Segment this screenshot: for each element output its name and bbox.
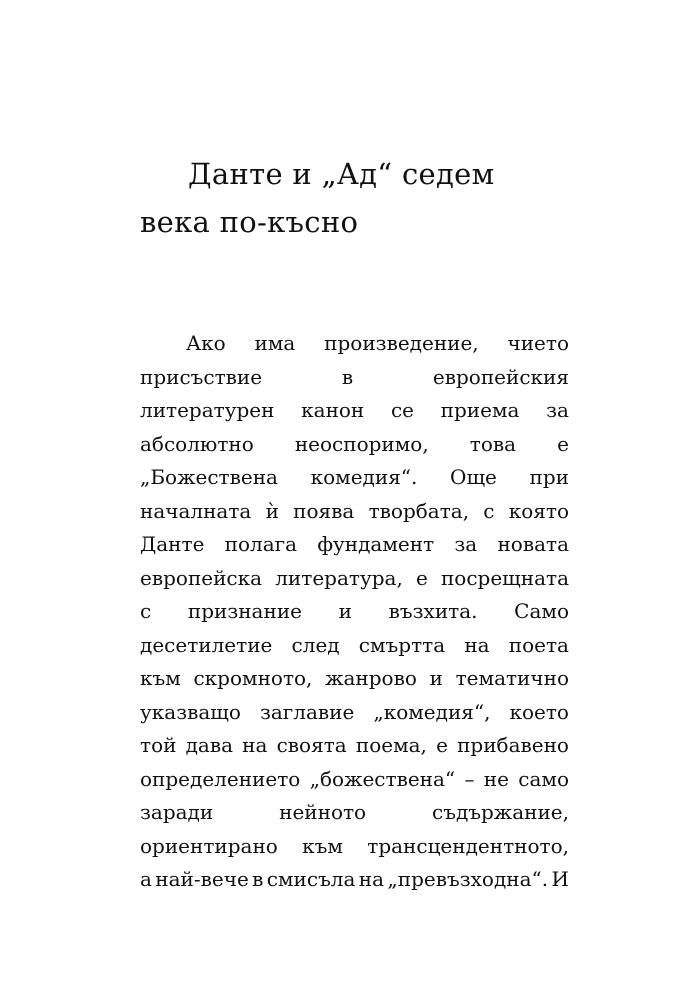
word: „превъзходна“.	[387, 867, 549, 891]
chapter-title	[140, 150, 560, 246]
word: европейска	[140, 565, 263, 590]
text-line	[140, 361, 569, 395]
word: поема,	[355, 733, 427, 757]
word: на	[464, 632, 490, 657]
word: което	[509, 699, 569, 724]
word: това	[469, 431, 517, 456]
word: дава	[185, 733, 234, 757]
word: с	[140, 599, 152, 623]
word: своята	[276, 733, 347, 757]
word: смъртта	[358, 632, 446, 657]
word: в	[252, 867, 264, 891]
word: канон	[301, 398, 365, 422]
word: заради	[140, 800, 214, 824]
word: трансцендентното,	[367, 833, 569, 858]
word: указващо	[140, 699, 241, 724]
word: на	[242, 733, 268, 757]
word: абсолютно	[140, 431, 254, 456]
word: фундамент	[317, 532, 435, 556]
word: чието	[507, 331, 569, 355]
word: европейския	[432, 364, 569, 389]
word: неоспоримо,	[294, 431, 429, 456]
word: само	[518, 766, 569, 791]
word: с	[483, 498, 495, 523]
word: началната	[140, 498, 252, 523]
word: ѝ	[265, 498, 279, 523]
word: произведение,	[324, 331, 479, 355]
word: творбата,	[368, 498, 470, 523]
word: десетилетие	[140, 632, 273, 657]
text-line	[140, 830, 569, 864]
text-line	[140, 629, 569, 663]
word: И	[551, 867, 569, 891]
word: се	[390, 398, 414, 422]
text-line	[140, 662, 569, 696]
word: „Божествена	[140, 465, 278, 489]
word: за	[546, 398, 569, 422]
text-line	[140, 562, 569, 596]
word: „божествена“	[309, 766, 456, 791]
word: при	[529, 465, 569, 489]
word: приема	[440, 398, 520, 422]
text-line	[140, 763, 569, 797]
word: и	[429, 666, 443, 690]
word: определението	[140, 766, 301, 791]
text-line	[140, 696, 569, 730]
word: –	[464, 766, 475, 791]
word: поява	[293, 498, 355, 523]
word: скромното,	[193, 666, 313, 690]
word: признание	[187, 599, 302, 623]
word: след	[291, 632, 340, 657]
text-line	[140, 495, 569, 529]
word: която	[508, 498, 569, 523]
word: поета	[508, 632, 569, 657]
word: Ако	[186, 331, 226, 355]
body-paragraph	[140, 327, 569, 897]
word: за	[454, 532, 478, 556]
word: най-вече	[155, 867, 249, 891]
word: смисъла	[266, 867, 356, 891]
text-line	[140, 595, 569, 629]
word: а	[140, 867, 152, 891]
word: има	[254, 331, 296, 355]
word: не	[483, 766, 509, 791]
text-line	[140, 428, 569, 462]
word: към	[302, 833, 343, 858]
word: съдържание,	[432, 800, 569, 824]
text-line	[140, 796, 569, 830]
text-line	[140, 327, 569, 361]
word: комедия“.	[310, 465, 418, 489]
word: към	[140, 666, 181, 690]
word: присъствие	[140, 364, 263, 389]
word: заглавие	[259, 699, 355, 724]
chapter-title-line-1: Данте и „Ад“ седем	[188, 157, 495, 191]
word: възхита.	[388, 599, 478, 623]
word: е	[557, 431, 569, 456]
word: литературен	[140, 398, 275, 422]
word: полага	[224, 532, 298, 556]
word: жанрово	[325, 666, 417, 690]
text-line	[140, 394, 569, 428]
word: ориентирано	[140, 833, 278, 858]
word: и	[338, 599, 352, 623]
word: посрещната	[440, 565, 569, 590]
chapter-title-line-2: века по-късно	[140, 205, 359, 239]
text-line	[140, 863, 569, 897]
word: в	[341, 364, 354, 389]
word: „комедия“,	[373, 699, 491, 724]
word: е	[436, 733, 448, 757]
text-line	[140, 729, 569, 763]
word: Само	[514, 599, 569, 623]
word: тематично	[455, 666, 569, 690]
text-line	[140, 528, 569, 562]
word: той	[140, 733, 177, 757]
word: нейното	[279, 800, 367, 824]
text-line	[140, 461, 569, 495]
word: новата	[497, 532, 569, 556]
word: Още	[450, 465, 497, 489]
word: Данте	[140, 532, 205, 556]
word: прибавено	[457, 733, 569, 757]
word: на	[358, 867, 385, 891]
word: е	[415, 565, 428, 590]
word: литература,	[275, 565, 403, 590]
